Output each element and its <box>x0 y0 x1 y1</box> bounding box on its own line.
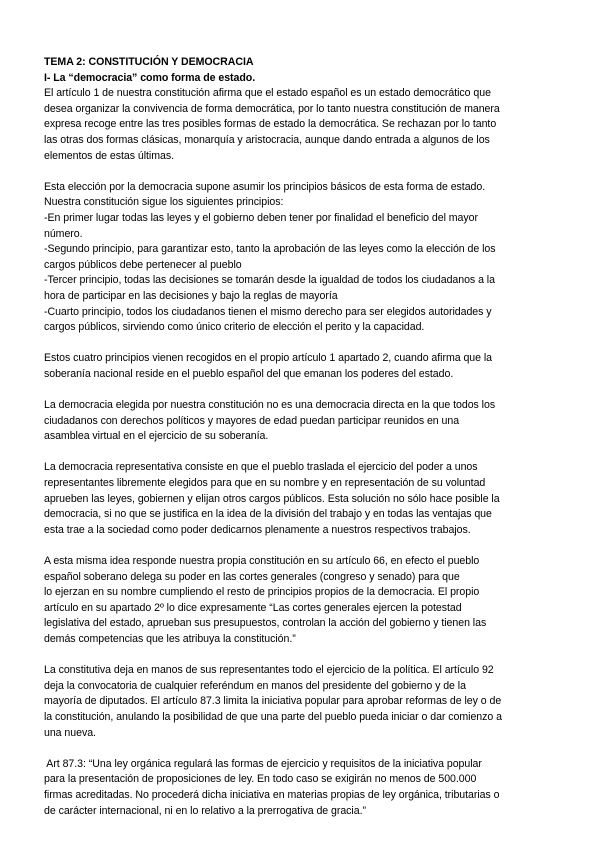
text-line: firmas acreditadas. No procederá dicha iniciativa en materias propias de ley orgánica, tributarias o <box>44 788 500 801</box>
paragraph-6 <box>44 554 559 648</box>
text-line: La democracia elegida por nuestra constitución no es una democracia directa en la que todos los <box>44 399 496 412</box>
principle-line: -Segundo principio, para garantizar esto, tanto la aprobación de las leyes como la elección de los <box>44 243 496 256</box>
text-line: desea organizar la convivencia de forma democrática, por lo tanto nuestra constitución de manera <box>44 102 500 115</box>
text-line: aprueben las leyes, gobiernen y elijan otros cargos públicos. Esta solución no sólo hace posible la <box>44 492 500 505</box>
text-line: una nueva. <box>44 726 96 739</box>
document-title: TEMA 2: CONSTITUCIÓN Y DEMOCRACIA <box>44 56 254 68</box>
principle-line: cargos públicos debe pertenecer al pueblo <box>44 258 242 271</box>
principle-line: hora de participar en las decisiones y bajo la reglas de mayoría <box>44 289 338 302</box>
text-line: Esta elección por la democracia supone asumir los principios básicos de esta forma de estado. <box>44 180 486 193</box>
principle-line: -Cuarto principio, todos los ciudadanos tienen el mismo derecho para ser elegidos autoridades y <box>44 305 492 318</box>
paragraph-3 <box>44 351 559 382</box>
paragraph-7 <box>44 663 559 741</box>
principle-line: cargos públicos, sirviendo como único criterio de elección el perito y la capacidad. <box>44 321 425 334</box>
text-line: representantes libremente elegidos para que en su nombre y en representación de su voluntad <box>44 477 486 490</box>
principle-line: número. <box>44 227 83 240</box>
text-line: mayoría de diputados. El artículo 87.3 limita la iniciativa popular para aprobar reformas de ley o de <box>44 695 502 708</box>
text-line: El artículo 1 de nuestra constitución afirma que el estado español es un estado democrático que <box>44 87 491 100</box>
text-line: ciudadanos con derechos políticos y mayores de edad puedan participar reunidos en una <box>44 414 460 427</box>
text-line: de carácter internacional, ni en lo relativo a la prerrogativa de gracia.” <box>44 804 366 817</box>
text-line: asamblea virtual en el ejercicio de su soberanía. <box>44 430 269 443</box>
paragraph-2 <box>44 180 559 336</box>
text-line: español soberano delega su poder en las cortes generales (congreso y senado) para que <box>44 570 460 583</box>
text-line: las otras dos formas clásicas, monarquía y aristocracia, aunque dando entrada a algunos de los <box>44 133 490 146</box>
principle-line: -Tercer principio, todas las decisiones se tomarán desde la igualdad de todos los ciudadanos a la <box>44 274 495 287</box>
text-line: A esta misma idea responde nuestra propia constitución en su artículo 66, en efecto el pueblo <box>44 555 480 567</box>
text-line: La constitutiva deja en manos de sus representantes todo el ejercicio de la política. El artículo 92 <box>44 664 494 677</box>
text-line: Nuestra constitución sigue los siguientes principios: <box>44 196 284 209</box>
paragraph-1 <box>44 86 559 164</box>
text-line: lo ejerzan en su nombre cumpliendo el resto de principios propios de la democracia. El propio <box>44 586 480 599</box>
quote-article-87-3 <box>44 757 559 819</box>
text-line: soberanía nacional reside en el pueblo español del que emanan los poderes del estado. <box>44 367 454 380</box>
text-line: para la presentación de proposiciones de ley. En todo caso se exigirán no menos de 500.000 <box>44 773 477 786</box>
text-line: Estos cuatro principios vienen recogidos en el propio artículo 1 apartado 2, cuando afirma que la <box>44 352 493 365</box>
section-heading: I- La “democracia” como forma de estado. <box>44 71 256 84</box>
text-line: La democracia representativa consiste en que el pueblo traslada el ejercicio del poder a unos <box>44 461 478 474</box>
paragraph-5 <box>44 460 559 538</box>
text-line: elementos de estas últimas. <box>44 149 174 162</box>
text-line: legislativa del estado, aprueban sus presupuestos, controlan la acción del gobierno y tienen las <box>44 617 487 630</box>
text-line: deja la convocatoria de cualquier referéndum en manos del presidente del gobierno y de la <box>44 679 466 692</box>
principle-line: -En primer lugar todas las leyes y el gobierno deben tener por finalidad el beneficio del mayor <box>44 211 478 224</box>
text-line: demás competencias que les atribuya la constitución.” <box>44 632 296 645</box>
text-line: esta trae a la sociedad como poder dedicarnos plenamente a nuestros respectivos trabajos. <box>44 523 471 536</box>
paragraph-4 <box>44 398 559 445</box>
text-line: la constitución, anulando la posibilidad de que una parte del pueblo pueda iniciar o dar comienzo a <box>44 710 502 723</box>
text-line: expresa recoge entre las tres posibles formas de estado la democrática. Se rechazan por lo tanto <box>44 118 497 131</box>
text-line: Art 87.3: “Una ley orgánica regulará las formas de ejercicio y requisitos de la iniciativa popular <box>44 757 482 770</box>
document-body <box>44 55 559 819</box>
text-line: artículo en su apartado 2º lo dice expresamente “Las cortes generales ejercen la potestad <box>44 601 462 614</box>
text-line: democracia, si no que se justifica en la idea de la división del trabajo y en todas las ventajas que <box>44 508 492 521</box>
